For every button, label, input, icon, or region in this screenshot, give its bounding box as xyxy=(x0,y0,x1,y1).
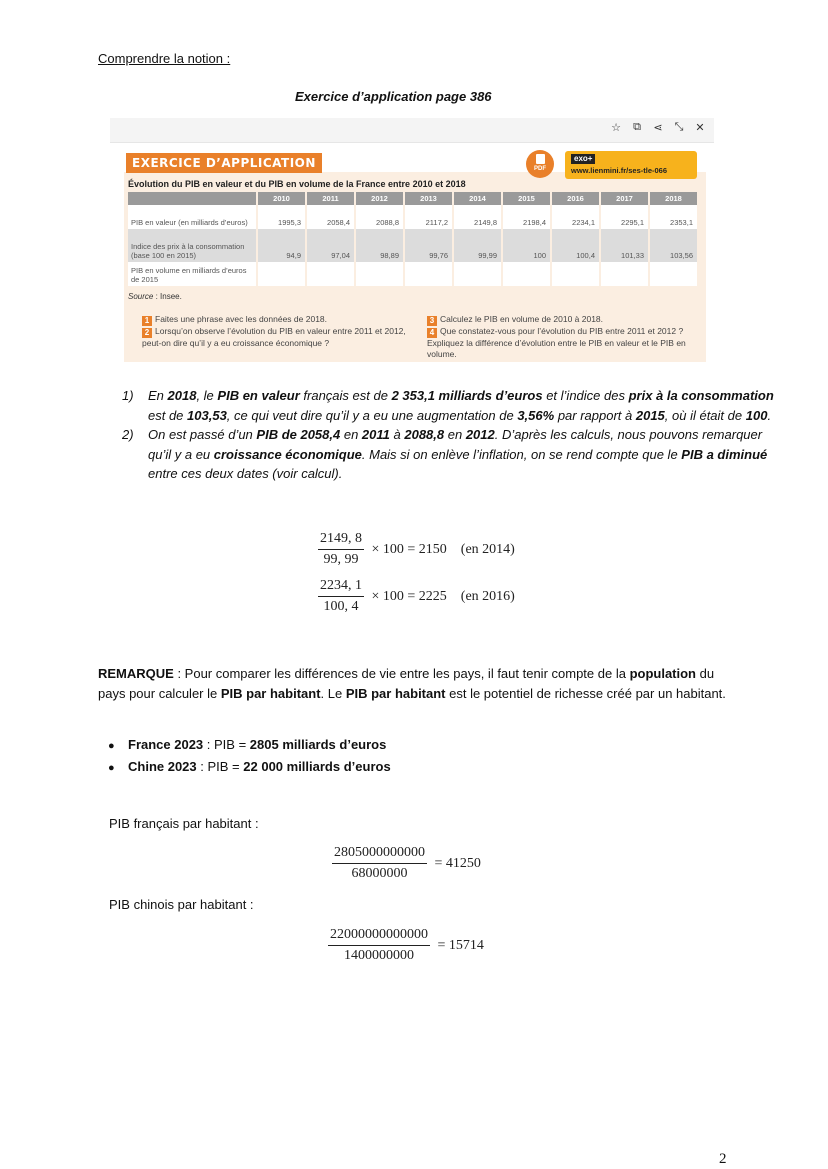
table-cell xyxy=(551,262,600,286)
questions-left xyxy=(142,314,414,349)
table-cell: 94,9 xyxy=(257,229,306,262)
table-cell xyxy=(453,262,502,286)
answer-item xyxy=(122,425,782,484)
calculation-result: = 15714 xyxy=(434,937,484,953)
source-note xyxy=(128,292,182,301)
close-icon[interactable]: ✕ xyxy=(695,122,705,134)
table-cell: 2058,4 xyxy=(306,205,355,229)
bold-run: prix à la consommation xyxy=(628,388,774,403)
bold-run: PIB par habitant xyxy=(345,685,446,701)
bold-run: PIB par habitant xyxy=(220,685,321,701)
question-item xyxy=(427,326,707,360)
question-text: Que constatez-vous pour l’évolution du PIB entre 2011 et 2012 ? Expliquez la différence d’évolution entre le PIB en valeur et le PIB en volume. xyxy=(427,326,686,359)
exo-url[interactable]: www.lienmini.fr/ses-tle-066 xyxy=(571,166,668,175)
answer-number: 1) xyxy=(122,388,134,403)
bold-run: PIB en valeur xyxy=(217,388,300,403)
france-per-capita-calc xyxy=(332,845,481,882)
bullet-icon: ● xyxy=(108,761,115,774)
remark-text xyxy=(98,666,726,701)
text-run: par rapport à xyxy=(554,407,636,423)
china-per-capita-calc xyxy=(328,927,484,964)
question-item xyxy=(142,326,414,349)
table-cell: 2234,1 xyxy=(551,205,600,229)
numerator: 2234, 1 xyxy=(318,578,364,597)
table-cell xyxy=(502,262,551,286)
answer-item xyxy=(122,386,782,425)
pib-table xyxy=(128,192,699,286)
bold-run: 2088,8 xyxy=(404,427,445,442)
denominator: 68000000 xyxy=(351,866,408,881)
table-cell: 101,33 xyxy=(600,229,649,262)
text-run: à xyxy=(389,427,405,442)
star-icon[interactable]: ☆ xyxy=(611,122,621,134)
bullet-item xyxy=(108,735,391,757)
bullet-mid: : PIB = xyxy=(196,758,244,774)
bullet-item xyxy=(108,757,391,779)
table-cell: 100 xyxy=(502,229,551,262)
question-number: 3 xyxy=(427,316,437,326)
denominator: 99, 99 xyxy=(323,552,359,567)
bold-run: PIB a diminué xyxy=(681,446,768,462)
year-header: 2014 xyxy=(453,192,502,205)
bullet-value: 2805 milliards d’euros xyxy=(249,737,387,752)
text-run: . Mais si on enlève l’inflation, on se rend compte que le xyxy=(361,446,682,462)
question-text: Calculez le PIB en volume de 2010 à 2018. xyxy=(440,314,604,324)
bold-run: 2012 xyxy=(465,427,495,442)
china-per-capita-label: PIB chinois par habitant : xyxy=(109,897,254,912)
question-item xyxy=(142,314,414,326)
bullet-icon: ● xyxy=(108,740,115,752)
bold-run: population xyxy=(629,666,696,681)
table-cell xyxy=(355,262,404,286)
answers-list xyxy=(122,386,782,484)
table-row xyxy=(128,262,698,286)
table-cell: 2198,4 xyxy=(502,205,551,229)
year-header: 2018 xyxy=(649,192,698,205)
bold-run: 3,56% xyxy=(517,407,555,423)
year-header: 2013 xyxy=(404,192,453,205)
denominator: 1400000000 xyxy=(344,948,414,963)
answer-number: 2) xyxy=(122,427,134,442)
bold-run: 100 xyxy=(745,407,768,423)
bold-run: 2018 xyxy=(167,388,197,403)
table-cell: 2353,1 xyxy=(649,205,698,229)
table-cell: 100,4 xyxy=(551,229,600,262)
question-text: Lorsqu’on observe l’évolution du PIB en valeur entre 2011 et 2012, peut-on dire qu’il y a eu croissance économique ? xyxy=(142,326,406,348)
table-cell xyxy=(306,262,355,286)
table-row xyxy=(128,205,698,229)
denominator: 100, 4 xyxy=(323,599,359,614)
pdf-icon[interactable] xyxy=(526,150,554,178)
year-header: 2017 xyxy=(600,192,649,205)
text-run: , le xyxy=(196,388,218,403)
text-run: , où il était de xyxy=(664,407,746,423)
text-run: : Pour comparer les différences de vie entre les pays, il faut tenir compte de la xyxy=(173,666,630,681)
text-run: . Le xyxy=(320,685,346,701)
table-cell xyxy=(257,262,306,286)
numerator: 2805000000000 xyxy=(332,845,427,864)
table-cell: 2088,8 xyxy=(355,205,404,229)
exercise-subheading: Exercice d’application page 386 xyxy=(295,89,492,104)
answer-text xyxy=(148,427,767,481)
section-heading: Comprendre la notion : xyxy=(98,51,231,66)
bold-run: PIB de 2058,4 xyxy=(256,427,341,442)
question-number: 2 xyxy=(142,328,152,338)
table-cell xyxy=(600,262,649,286)
text-run: En xyxy=(148,388,168,403)
bullet-list xyxy=(108,735,391,778)
bullet-value: 22 000 milliards d’euros xyxy=(243,758,391,774)
text-run: en xyxy=(444,427,466,442)
question-number: 4 xyxy=(427,328,437,338)
text-run: est de xyxy=(148,407,188,423)
calculation-result: × 100 = 2225 (en 2016) xyxy=(368,588,515,604)
pdf-label: PDF xyxy=(534,166,546,172)
answer-text xyxy=(148,388,774,423)
fraction xyxy=(318,531,364,568)
bold-run: 103,53 xyxy=(187,407,227,423)
calculation-2014 xyxy=(318,531,515,568)
text-run: . D’après les calculs, nous pouvons remarquer qu’il y a eu xyxy=(148,427,763,462)
fraction xyxy=(318,578,364,615)
text-run: et l’indice des xyxy=(542,388,629,403)
bold-run: 2011 xyxy=(361,427,390,442)
text-run: entre ces deux dates (voir calcul). xyxy=(148,466,343,481)
numerator: 22000000000000 xyxy=(328,927,430,946)
page-number: 2 xyxy=(719,1151,727,1167)
question-text: Faites une phrase avec les données de 2018. xyxy=(155,314,328,324)
collapse-icon[interactable]: ⤡ xyxy=(674,121,684,133)
table-cell: 2117,2 xyxy=(404,205,453,229)
table-cell xyxy=(649,262,698,286)
question-item xyxy=(427,314,707,326)
source-label: Source xyxy=(128,292,154,301)
calculation-result: = 41250 xyxy=(431,855,481,871)
exo-tag: exo+ xyxy=(571,154,595,164)
bullet-mid: : PIB = xyxy=(203,737,250,752)
text-run: , ce qui veut dire qu’il y a eu une augmentation de xyxy=(226,407,518,423)
bold-run: REMARQUE xyxy=(98,666,174,681)
exo-link-box[interactable] xyxy=(565,151,697,179)
calculation-2016 xyxy=(318,578,515,615)
questions-right xyxy=(427,314,707,360)
year-header: 2016 xyxy=(551,192,600,205)
table-cell: 103,56 xyxy=(649,229,698,262)
fraction xyxy=(332,845,427,882)
bold-run: 2015 xyxy=(635,407,665,423)
bold-run: croissance économique xyxy=(213,446,362,462)
exercise-badge: EXERCICE D’APPLICATION xyxy=(126,153,322,173)
bullet-label: France 2023 xyxy=(128,737,204,752)
fraction xyxy=(328,927,430,964)
window-icon[interactable]: ⧉ xyxy=(633,121,641,133)
year-header: 2010 xyxy=(257,192,306,205)
calculation-result: × 100 = 2150 (en 2014) xyxy=(368,541,515,557)
table-cell xyxy=(404,262,453,286)
share-icon[interactable]: ⋖ xyxy=(653,122,663,134)
year-header: 2015 xyxy=(502,192,551,205)
table-row xyxy=(128,229,698,262)
source-value: : Insee. xyxy=(153,292,182,301)
question-number: 1 xyxy=(142,316,152,326)
row-label: Indice des prix à la consommation (base 100 en 2015) xyxy=(128,229,257,262)
table-cell: 99,99 xyxy=(453,229,502,262)
year-header: 2012 xyxy=(355,192,404,205)
bullet-label: Chine 2023 xyxy=(128,758,197,774)
bold-run: 2 353,1 milliards d’euros xyxy=(391,388,543,403)
numerator: 2149, 8 xyxy=(318,531,364,550)
year-header: 2011 xyxy=(306,192,355,205)
table-header-row xyxy=(128,192,698,205)
table-cell: 97,04 xyxy=(306,229,355,262)
text-run: en xyxy=(340,427,362,442)
text-run: du pays pour calculer le xyxy=(98,666,715,701)
text-run: . xyxy=(767,407,772,423)
text-run: est le potentiel de richesse créé par un habitant. xyxy=(445,685,726,701)
header-blank xyxy=(128,192,257,205)
image-toolbar xyxy=(110,118,714,143)
table-cell: 2149,8 xyxy=(453,205,502,229)
table-title: Évolution du PIB en valeur et du PIB en volume de la France entre 2010 et 2018 xyxy=(128,179,466,189)
table-cell: 98,89 xyxy=(355,229,404,262)
row-label: PIB en volume en milliards d’euros de 2015 xyxy=(128,262,257,286)
table-cell: 99,76 xyxy=(404,229,453,262)
text-run: On est passé d’un xyxy=(148,427,257,442)
remark-paragraph xyxy=(98,664,738,703)
exercise-image xyxy=(110,118,714,366)
table-cell: 2295,1 xyxy=(600,205,649,229)
table-cell: 1995,3 xyxy=(257,205,306,229)
row-label: PIB en valeur (en milliards d’euros) xyxy=(128,205,257,229)
text-run: français est de xyxy=(299,388,392,403)
france-per-capita-label: PIB français par habitant : xyxy=(109,816,259,831)
